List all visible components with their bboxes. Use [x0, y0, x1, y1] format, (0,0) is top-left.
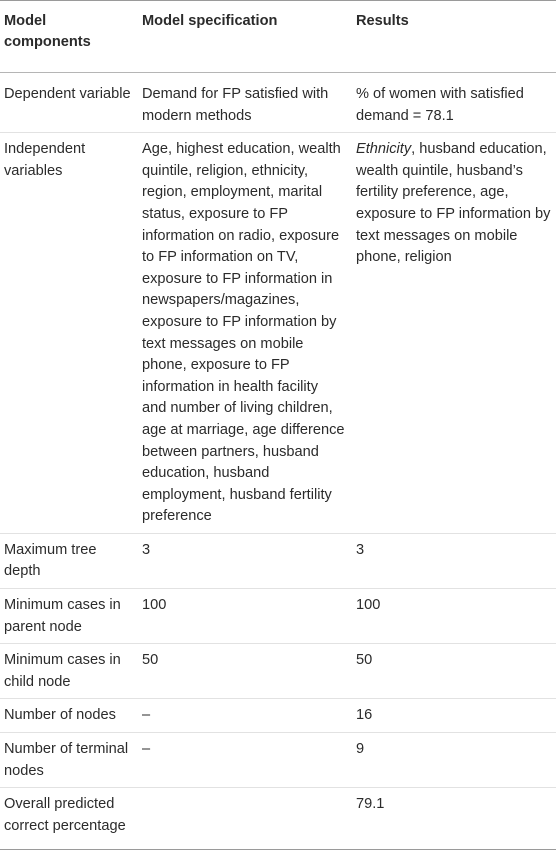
header-row: [0, 1, 556, 73]
table-row: [0, 589, 556, 644]
header-results: Results: [349, 1, 556, 73]
table-row: [0, 533, 556, 588]
row-specification: –: [135, 733, 349, 788]
row-result: 100: [349, 589, 556, 644]
table-row: [0, 133, 556, 534]
row-component: Maximum tree depth: [0, 533, 135, 588]
row-specification: 100: [135, 589, 349, 644]
row-result: 16: [349, 699, 556, 733]
table-body: [0, 73, 556, 850]
result-italic-term: Ethnicity: [356, 141, 412, 158]
header-model-components: Model components: [0, 1, 135, 73]
table-header: [0, 1, 556, 73]
table-row: [0, 73, 556, 133]
row-component: Independent variables: [0, 133, 135, 534]
header-model-specification: Model specification: [135, 1, 349, 73]
result-rest-text: , husband education, wealth quintile, husband’s fertility preference, age, exposure to FP information by text messages on mobile phone, religion: [356, 141, 551, 266]
table-row: [0, 699, 556, 733]
row-component: Dependent variable: [0, 73, 135, 133]
table-row: [0, 788, 556, 850]
row-result: [349, 133, 556, 534]
table-row: [0, 733, 556, 788]
row-component: Number of nodes: [0, 699, 135, 733]
row-specification: Age, highest education, wealth quintile, religion, ethnicity, region, employment, marital status, exposure to FP information on radio, exposure to FP information on TV, exposure to FP information in newspapers/magazines, exposure to FP information by text messages on mobile phone, exposure to FP information in health facility and number of living children, age at marriage, age difference between partners, husband education, husband employment, husband fertility preference: [135, 133, 349, 534]
row-specification: [135, 788, 349, 850]
row-result: 9: [349, 733, 556, 788]
row-component: Overall predicted correct percentage: [0, 788, 135, 850]
row-result: 50: [349, 644, 556, 699]
row-component: Number of terminal nodes: [0, 733, 135, 788]
row-result: 79.1: [349, 788, 556, 850]
row-result: 3: [349, 533, 556, 588]
row-specification: 3: [135, 533, 349, 588]
row-specification: Demand for FP satisfied with modern methods: [135, 73, 349, 133]
row-specification: –: [135, 699, 349, 733]
row-component: Minimum cases in child node: [0, 644, 135, 699]
row-specification: 50: [135, 644, 349, 699]
row-result: % of women with satisfied demand = 78.1: [349, 73, 556, 133]
table-row: [0, 644, 556, 699]
row-component: Minimum cases in parent node: [0, 589, 135, 644]
